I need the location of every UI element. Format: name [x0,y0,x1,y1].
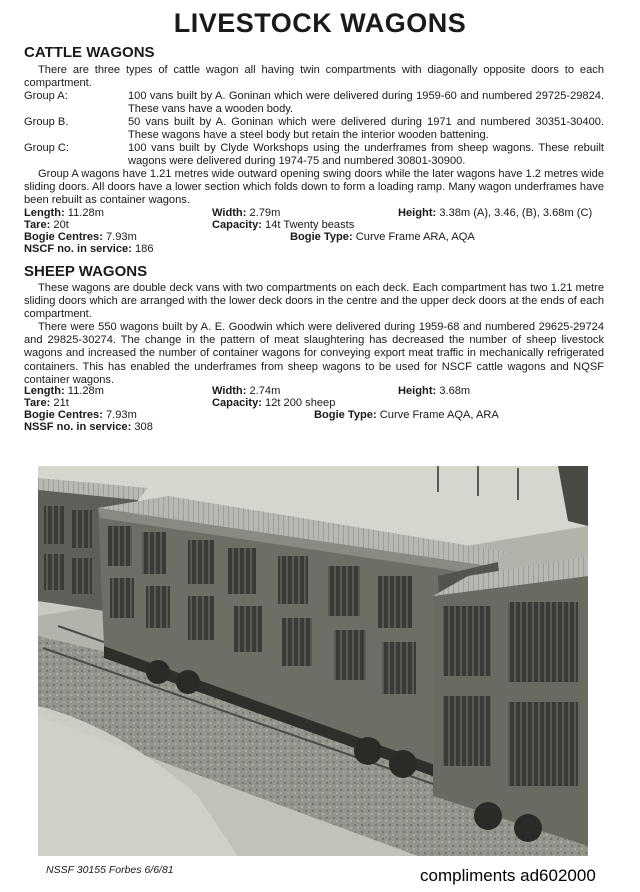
cattle-length: Length: 11.28m [24,207,104,219]
page-title: LIVESTOCK WAGONS [173,8,467,38]
sheep-tare: Tare: 21t [24,397,69,409]
cattle-intro: There are three types of cattle wagon all having twin compartments with diagonally opposite doors to each compartment. [24,64,604,90]
group-c-text: 100 vans built by Clyde Workshops using the underframes from sheep wagons. These rebuilt wagons were delivered during 1974-75 and numbered 30801-30900. [128,142,604,168]
sheep-bogie-type: Bogie Type: Curve Frame AQA, ARA [314,409,499,421]
sheep-width: Width: 2.74m [212,385,281,397]
cattle-width: Width: 2.79m [212,207,281,219]
group-b-text: 50 vans built by A. Goninan which were delivered during 1971 and numbered 30351-30400. These wagons have a steel body but retain the interior wooden battening. [128,116,604,142]
sheep-intro: These wagons are double deck vans with two compartments on each deck. Each compartment has two 1.21 metre sliding doors which are arranged with the lower deck doors in the centre and the upper deck doors at the ends of each compartment. [24,282,604,321]
sheep-height: Height: 3.68m [398,385,471,397]
credit-text: compliments ad602000 [420,866,596,885]
wagon-photo [38,466,588,856]
group-a-label: Group A: [24,90,68,102]
sheep-bogie-centres: Bogie Centres: 7.93m [24,409,137,421]
wagon-photo-illustration [38,466,588,856]
group-a-text: 100 vans built by A. Goninan which were delivered during 1959-60 and numbered 29725-29824. These vans have a wooden body. [128,90,604,116]
cattle-bogie-centres: Bogie Centres: 7.93m [24,231,137,243]
cattle-doors-paragraph: Group A wagons have 1.21 metres wide outward opening swing doors while the later wagons have 1.2 metres wide sliding doors. All doors have a lower section which folds down to form a loading ramp. Many wagon underframes have been rebuilt as container wagons. [24,168,604,207]
photo-caption: NSSF 30155 Forbes 6/6/81 [46,864,174,876]
sheep-length: Length: 11.28m [24,385,104,397]
cattle-height: Height: 3.38m (A), 3.46, (B), 3.68m (C) [398,207,593,219]
cattle-capacity: Capacity: 14t Twenty beasts [212,219,355,231]
cattle-heading: CATTLE WAGONS [24,44,155,61]
cattle-bogie-type: Bogie Type: Curve Frame ARA, AQA [290,231,475,243]
sheep-heading: SHEEP WAGONS [24,263,148,280]
cattle-in-service: NSCF no. in service: 186 [24,243,154,255]
group-c-label: Group C: [24,142,70,154]
sheep-history-paragraph: There were 550 wagons built by A. E. Goodwin which were delivered during 1959-68 and numbered 29625-29724 and 29825-30274. The change in the pattern of meat slaughtering has decreased the number of sheep livestock wagons and increased the number of container wagons for conveying export meat traffic in mechanically refrigerated containers. This has enabled the underframes from sheep wagons to be used for NSCF cattle wagons and NQSF container wagons. [24,321,604,386]
group-b-label: Group B. [24,116,69,128]
sheep-capacity: Capacity: 12t 200 sheep [212,397,336,409]
sheep-in-service: NSSF no. in service: 308 [24,421,153,433]
cattle-tare: Tare: 20t [24,219,69,231]
